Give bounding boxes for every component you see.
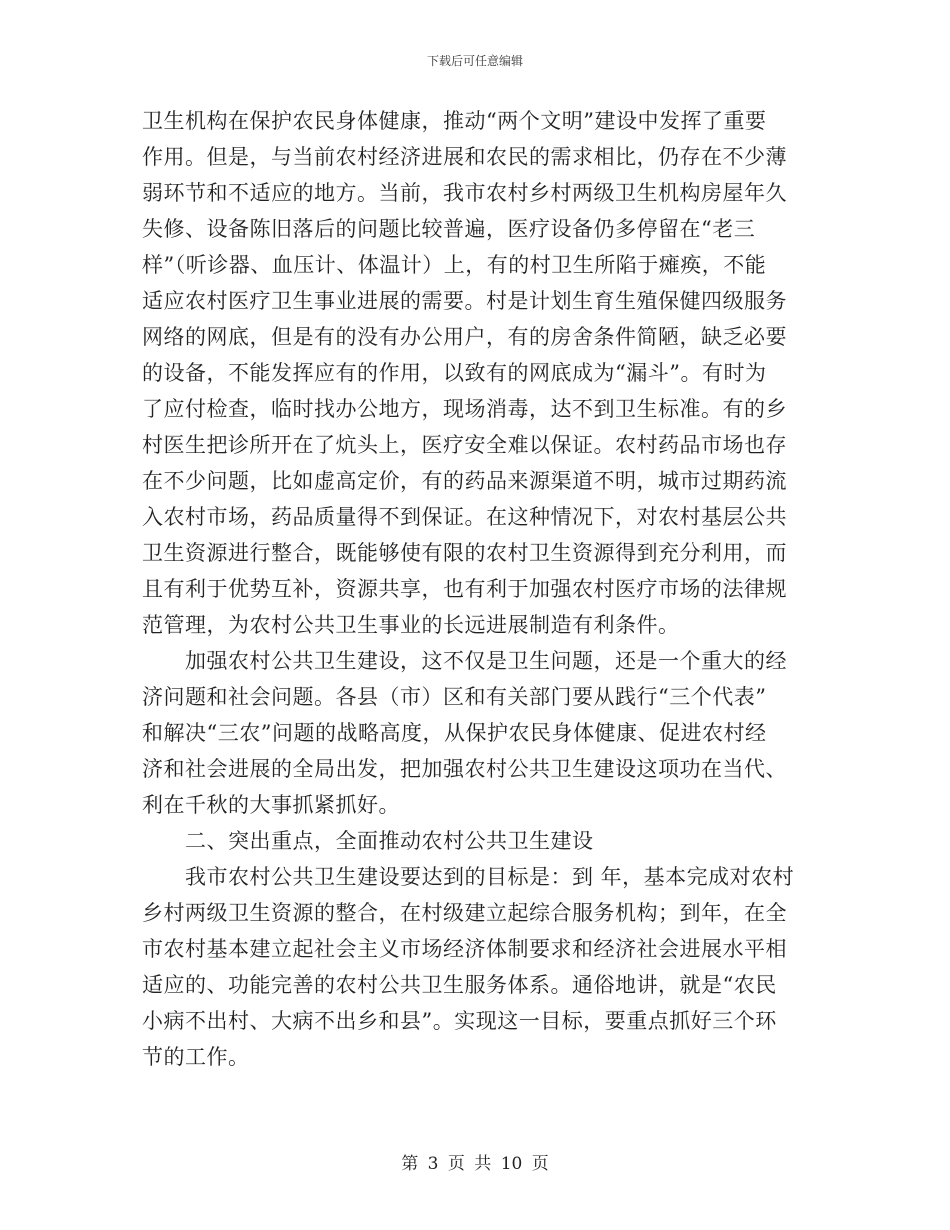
text-line: 范管理，为农村公共卫生事业的长远进展制造有利条件。	[142, 613, 680, 637]
text-line: 卫生机构在保护农民身体健康，推动“两个文明”建设中发挥了重要	[142, 109, 767, 133]
text-line: 加强农村公共卫生建设，这不仅是卫生问题，还是一个重大的经	[142, 649, 787, 673]
text-line: 市农村基本建立起社会主义市场经济体制要求和经济社会进展水平相	[142, 937, 787, 961]
text-line: 网络的网底，但是有的没有办公用户，有的房舍条件简陋，缺乏必要	[142, 325, 787, 349]
text-line: 利在千秋的大事抓紧抓好。	[142, 793, 400, 817]
text-line: 适应农村医疗卫生事业进展的需要。村是计划生育生殖保健四级服务	[142, 289, 787, 313]
text-line: 了应付检查，临时找办公地方，现场消毒，达不到卫生标准。有的乡	[142, 397, 787, 421]
text-line: 二、突出重点，全面推动农村公共卫生建设	[142, 829, 594, 853]
text-line: 济问题和社会问题。各县（市）区和有关部门要从践行“三个代表”	[142, 685, 767, 709]
paragraph	[142, 643, 812, 823]
page-header: 下载后可任意编辑	[426, 54, 523, 68]
paragraph	[142, 859, 812, 1075]
text-line: 在不少问题，比如虚高定价，有的药品来源渠道不明，城市过期药流	[142, 469, 787, 493]
text-line: 失修、设备陈旧落后的问题比较普遍，医疗设备仍多停留在“老三	[142, 217, 756, 241]
text-line: 且有利于优势互补，资源共享，也有利于加强农村医疗市场的法律规	[142, 577, 787, 601]
text-line: 小病不出村、大病不出乡和县”。实现这一目标，要重点抓好三个环	[142, 1009, 777, 1033]
text-line: 我市农村公共卫生建设要达到的目标是：到 年，基本完成对农村	[142, 865, 795, 889]
section-heading	[142, 823, 812, 859]
text-line: 村医生把诊所开在了炕头上，医疗安全难以保证。农村药品市场也存	[142, 433, 787, 457]
text-line: 的设备，不能发挥应有的作用，以致有的网底成为“漏斗”。有时为	[142, 361, 767, 385]
text-line: 和解决“三农”问题的战略高度，从保护农民身体健康、促进农村经	[142, 721, 767, 745]
text-line: 作用。但是，与当前农村经济进展和农民的需求相比，仍存在不少薄	[142, 145, 787, 169]
text-line: 样”（听诊器、血压计、体温计）上，有的村卫生所陷于瘫痪，不能	[142, 253, 767, 277]
text-line: 弱环节和不适应的地方。当前，我市农村乡村两级卫生机构房屋年久	[142, 181, 787, 205]
text-line: 济和社会进展的全局出发，把加强农村公共卫生建设这项功在当代、	[142, 757, 787, 781]
text-line: 卫生资源进行整合，既能够使有限的农村卫生资源得到充分利用，而	[142, 541, 787, 565]
text-line: 节的工作。	[142, 1045, 250, 1069]
body-text	[142, 103, 812, 1075]
text-line: 适应的、功能完善的农村公共卫生服务体系。通俗地讲，就是“农民	[142, 973, 777, 997]
paragraph	[142, 103, 812, 643]
text-line: 入农村市场，药品质量得不到保证。在这种情况下，对农村基层公共	[142, 505, 787, 529]
page-number: 第 3 页 共 10 页	[401, 1154, 549, 1174]
text-line: 乡村两级卫生资源的整合，在村级建立起综合服务机构；到年，在全	[142, 901, 787, 925]
